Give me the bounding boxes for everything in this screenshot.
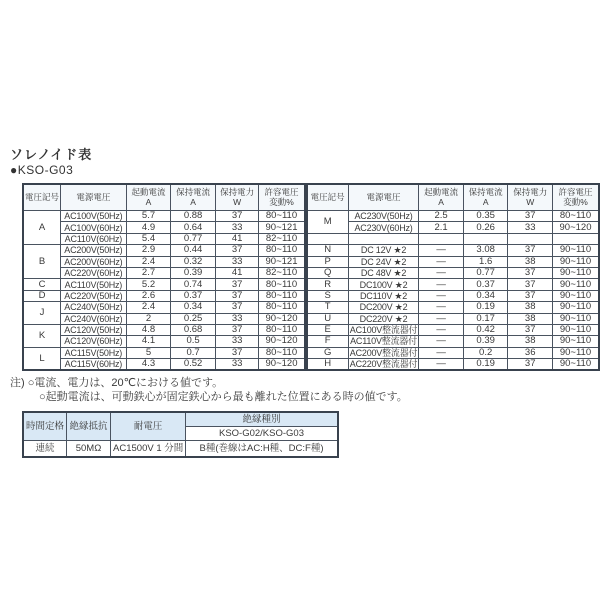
table-row [23, 290, 305, 301]
column-header: 保持電力 W [215, 184, 259, 211]
table-row [307, 256, 599, 267]
power-voltage-cell: AC240V(50Hz) [61, 302, 127, 313]
value-cell: 1.6 [463, 256, 508, 267]
column-header: 電源電圧 [348, 184, 419, 211]
value-cell: 80~110 [259, 279, 305, 290]
value-cell: 3.08 [463, 245, 508, 256]
power-voltage-cell: DC 48V ★2 [348, 267, 419, 278]
power-voltage-cell: DC 12V ★2 [348, 245, 419, 256]
value-cell: 0.19 [463, 302, 508, 313]
table-row [307, 267, 599, 278]
column-header: 電圧記号 [307, 184, 349, 211]
value-cell: 90~110 [553, 324, 600, 335]
value-cell: 38 [508, 336, 553, 347]
value-cell [553, 233, 600, 244]
value-cell: 0.88 [171, 211, 216, 222]
spec-header-insulation-class: 絶縁種別 [186, 412, 338, 427]
power-voltage-cell: AC120V(60Hz) [61, 336, 127, 347]
value-cell: 2.9 [126, 245, 171, 256]
spec-header-insulation-resistance: 絶縁抵抗 [67, 412, 111, 441]
power-voltage-cell: AC110V(50Hz) [61, 279, 127, 290]
value-cell: 0.7 [171, 347, 216, 358]
power-voltage-cell: AC220V(50Hz) [61, 290, 127, 301]
value-cell: 37 [215, 347, 259, 358]
column-header: 起動電流 A [419, 184, 464, 211]
value-cell: 90~120 [553, 222, 600, 233]
value-cell: — [419, 347, 464, 358]
value-cell: 33 [215, 313, 259, 324]
voltage-symbol-cell: G [307, 347, 349, 358]
value-cell: 90~110 [553, 302, 600, 313]
voltage-symbol-cell: Q [307, 267, 349, 278]
value-cell: 80~110 [259, 302, 305, 313]
value-cell: 38 [508, 313, 553, 324]
column-header: 電源電圧 [61, 184, 127, 211]
voltage-symbol-cell: D [23, 290, 61, 301]
spec-header-time-rating: 時間定格 [23, 412, 67, 441]
table-row [307, 313, 599, 324]
value-cell: 38 [508, 256, 553, 267]
power-voltage-cell: DC200V ★2 [348, 302, 419, 313]
value-cell: 37 [508, 359, 553, 371]
voltage-symbol-cell: U [307, 313, 349, 324]
column-header: 許容電圧 変動% [259, 184, 305, 211]
value-cell: — [419, 279, 464, 290]
table-row [23, 313, 305, 324]
table-row [23, 302, 305, 313]
table-row [307, 222, 599, 233]
power-voltage-cell: AC230V(60Hz) [348, 222, 419, 233]
value-cell: 0.32 [171, 256, 216, 267]
power-voltage-cell: AC110V整流器付 [350, 336, 417, 347]
value-cell: 0.68 [171, 324, 216, 335]
value-cell: 4.1 [126, 336, 171, 347]
value-cell: 82~110 [259, 267, 305, 278]
column-header: 保持電力 W [508, 184, 553, 211]
value-cell: — [419, 324, 464, 335]
value-cell: 2.6 [126, 290, 171, 301]
table-row [23, 336, 305, 347]
value-cell: 4.8 [126, 324, 171, 335]
note-line-1 [10, 376, 408, 390]
table-row [307, 245, 599, 256]
value-cell: 0.52 [171, 359, 216, 371]
power-voltage-cell [348, 233, 419, 244]
power-voltage-cell: AC100V整流器付 [349, 325, 418, 336]
value-cell: 0.74 [171, 279, 216, 290]
power-voltage-cell: AC200V(50Hz) [61, 245, 127, 256]
value-cell: 80~110 [553, 211, 600, 222]
value-cell: 0.37 [171, 290, 216, 301]
note-line-2: ○起動電流は、可動鉄心が固定鉄心から最も離れた位置にある時の値です。 [39, 391, 408, 403]
value-cell: — [419, 336, 464, 347]
header-row [23, 184, 305, 211]
voltage-symbol-cell: P [307, 256, 349, 267]
value-cell: 0.17 [463, 313, 508, 324]
value-cell: 0.35 [463, 211, 508, 222]
value-cell: 90~121 [259, 222, 305, 233]
value-cell: — [419, 290, 464, 301]
value-cell: 0.2 [463, 347, 508, 358]
value-cell: 37 [508, 211, 553, 222]
value-cell: 2.1 [419, 222, 464, 233]
value-cell: 80~110 [259, 245, 305, 256]
value-cell: 0.37 [463, 279, 508, 290]
table-row [307, 211, 599, 222]
value-cell: — [419, 313, 464, 324]
table-row [23, 324, 305, 335]
voltage-symbol-cell: E [307, 324, 349, 335]
value-cell: 33 [215, 256, 259, 267]
value-cell: 0.39 [171, 267, 216, 278]
power-voltage-cell: AC230V(50Hz) [348, 211, 419, 222]
value-cell: 0.39 [463, 336, 508, 347]
table-row [23, 211, 305, 222]
value-cell: 5 [126, 347, 171, 358]
value-cell [463, 233, 508, 244]
value-cell: 4.9 [126, 222, 171, 233]
spec-value-insulation-class: B種(巻線はAC:H種、DC:F種) [186, 441, 338, 458]
spec-value-withstand-voltage: AC1500V 1 分間 [111, 441, 186, 458]
power-voltage-cell: AC220V(60Hz) [61, 267, 127, 278]
spec-header-row [23, 412, 338, 427]
solenoid-table-right [306, 183, 600, 371]
value-cell: 2.4 [126, 302, 171, 313]
power-voltage-cell: AC110V(60Hz) [61, 233, 127, 244]
voltage-symbol-cell: A [23, 211, 61, 245]
column-header: 保持電流 A [463, 184, 508, 211]
value-cell: 37 [508, 324, 553, 335]
value-cell: 5.7 [126, 211, 171, 222]
power-voltage-cell: AC240V(60Hz) [61, 313, 127, 324]
value-cell: 90~110 [553, 347, 600, 358]
value-cell: 37 [215, 302, 259, 313]
value-cell: 2.7 [126, 267, 171, 278]
value-cell: 0.34 [171, 302, 216, 313]
value-cell: 2 [126, 313, 171, 324]
value-cell: 5.2 [126, 279, 171, 290]
spec-value-row [23, 441, 338, 458]
spec-header-withstand-voltage: 耐電圧 [111, 412, 186, 441]
value-cell: 37 [508, 290, 553, 301]
solenoid-tables [22, 183, 600, 371]
value-cell: — [419, 267, 464, 278]
value-cell: 33 [508, 222, 553, 233]
table-row [23, 279, 305, 290]
spec-value-time-rating: 連続 [23, 441, 67, 458]
value-cell: 37 [215, 279, 259, 290]
table-row [307, 347, 599, 358]
table-row [23, 347, 305, 358]
value-cell: 33 [215, 336, 259, 347]
value-cell: 90~110 [553, 336, 600, 347]
value-cell: 0.77 [171, 233, 216, 244]
value-cell: 0.77 [463, 267, 508, 278]
value-cell: 90~121 [259, 256, 305, 267]
value-cell: 2.5 [419, 211, 464, 222]
value-cell: 33 [215, 359, 259, 371]
table-row [23, 222, 305, 233]
voltage-symbol-cell: R [307, 279, 349, 290]
table-row [23, 359, 305, 371]
table-row [307, 290, 599, 301]
power-voltage-cell: AC120V(50Hz) [61, 324, 127, 335]
solenoid-table-left [22, 183, 306, 371]
value-cell: — [419, 245, 464, 256]
value-cell: 90~110 [553, 313, 600, 324]
value-cell: 41 [215, 233, 259, 244]
voltage-symbol-cell: H [307, 359, 349, 371]
value-cell: 0.19 [463, 359, 508, 371]
value-cell [508, 233, 553, 244]
value-cell: 90~110 [553, 359, 600, 371]
voltage-symbol-cell: L [23, 347, 61, 370]
insulation-spec-table [22, 411, 339, 458]
table-row [23, 233, 305, 244]
note-text-1: ○電流、電力は、20℃における値です。 [27, 377, 224, 389]
value-cell: 0.42 [463, 324, 508, 335]
value-cell: 36 [508, 347, 553, 358]
value-cell: 80~110 [259, 211, 305, 222]
page-title: ソレノイド表 [10, 147, 93, 162]
value-cell: 38 [508, 302, 553, 313]
value-cell: 0.34 [463, 290, 508, 301]
value-cell: 0.26 [463, 222, 508, 233]
column-header: 許容電圧 変動% [553, 184, 600, 211]
voltage-symbol-cell: K [23, 324, 61, 347]
table-row [307, 233, 599, 244]
table-row [23, 267, 305, 278]
value-cell: 2.4 [126, 256, 171, 267]
table-row [23, 245, 305, 256]
value-cell: 90~120 [259, 359, 305, 371]
value-cell: 41 [215, 267, 259, 278]
value-cell: 80~110 [259, 347, 305, 358]
power-voltage-cell: DC110V ★2 [348, 290, 419, 301]
voltage-symbol-cell: T [307, 302, 349, 313]
value-cell: 37 [508, 245, 553, 256]
column-header: 起動電流 A [126, 184, 171, 211]
power-voltage-cell: AC200V(60Hz) [61, 256, 127, 267]
value-cell: 33 [215, 222, 259, 233]
power-voltage-cell: AC115V(50Hz) [61, 347, 127, 358]
header-row [307, 184, 599, 211]
value-cell: 0.25 [171, 313, 216, 324]
voltage-symbol-cell: S [307, 290, 349, 301]
power-voltage-cell: AC100V(60Hz) [61, 222, 127, 233]
table-row [307, 336, 599, 347]
column-header: 電圧記号 [23, 184, 61, 211]
power-voltage-cell: AC115V(60Hz) [61, 359, 127, 371]
voltage-symbol-cell [307, 233, 349, 244]
value-cell: 37 [508, 279, 553, 290]
note-prefix: 注) [10, 377, 25, 389]
power-voltage-cell: AC200V整流器付 [349, 347, 418, 358]
value-cell: 4.3 [126, 359, 171, 371]
value-cell: 90~110 [553, 290, 600, 301]
value-cell: 82~110 [259, 233, 305, 244]
value-cell: 90~110 [553, 267, 600, 278]
value-cell: 0.5 [171, 336, 216, 347]
value-cell: 37 [508, 267, 553, 278]
value-cell: — [419, 302, 464, 313]
spec-value-insulation-resistance: 50MΩ [67, 441, 111, 458]
value-cell: 90~110 [553, 245, 600, 256]
voltage-symbol-cell: M [307, 211, 349, 234]
value-cell: 37 [215, 211, 259, 222]
spec-subheader-model: KSO-G02/KSO-G03 [186, 427, 338, 441]
value-cell: — [419, 256, 464, 267]
power-voltage-cell: AC220V整流器付 [349, 359, 418, 370]
table-row [307, 324, 599, 335]
voltage-symbol-cell: N [307, 245, 349, 256]
power-voltage-cell: DC220V ★2 [348, 313, 419, 324]
table-row [307, 279, 599, 290]
value-cell: 90~110 [553, 256, 600, 267]
value-cell [419, 233, 464, 244]
value-cell: 5.4 [126, 233, 171, 244]
model-label: ●KSO-G03 [10, 163, 74, 177]
value-cell: 37 [215, 290, 259, 301]
table-row [307, 302, 599, 313]
notes [10, 376, 408, 404]
power-voltage-cell: AC100V(50Hz) [61, 211, 127, 222]
table-row [23, 256, 305, 267]
value-cell: 80~110 [259, 324, 305, 335]
value-cell: 90~120 [259, 313, 305, 324]
power-voltage-cell: DC100V ★2 [348, 279, 419, 290]
value-cell: 0.64 [171, 222, 216, 233]
value-cell: 0.44 [171, 245, 216, 256]
voltage-symbol-cell: F [307, 336, 349, 347]
voltage-symbol-cell: C [23, 279, 61, 290]
value-cell: 90~110 [553, 279, 600, 290]
voltage-symbol-cell: B [23, 245, 61, 279]
value-cell: 80~110 [259, 290, 305, 301]
column-header: 保持電流 A [171, 184, 216, 211]
value-cell: 37 [215, 324, 259, 335]
value-cell: — [419, 359, 464, 371]
value-cell: 37 [215, 245, 259, 256]
power-voltage-cell: DC 24V ★2 [348, 256, 419, 267]
table-row [307, 359, 599, 371]
value-cell: 90~120 [259, 336, 305, 347]
voltage-symbol-cell: J [23, 302, 61, 325]
